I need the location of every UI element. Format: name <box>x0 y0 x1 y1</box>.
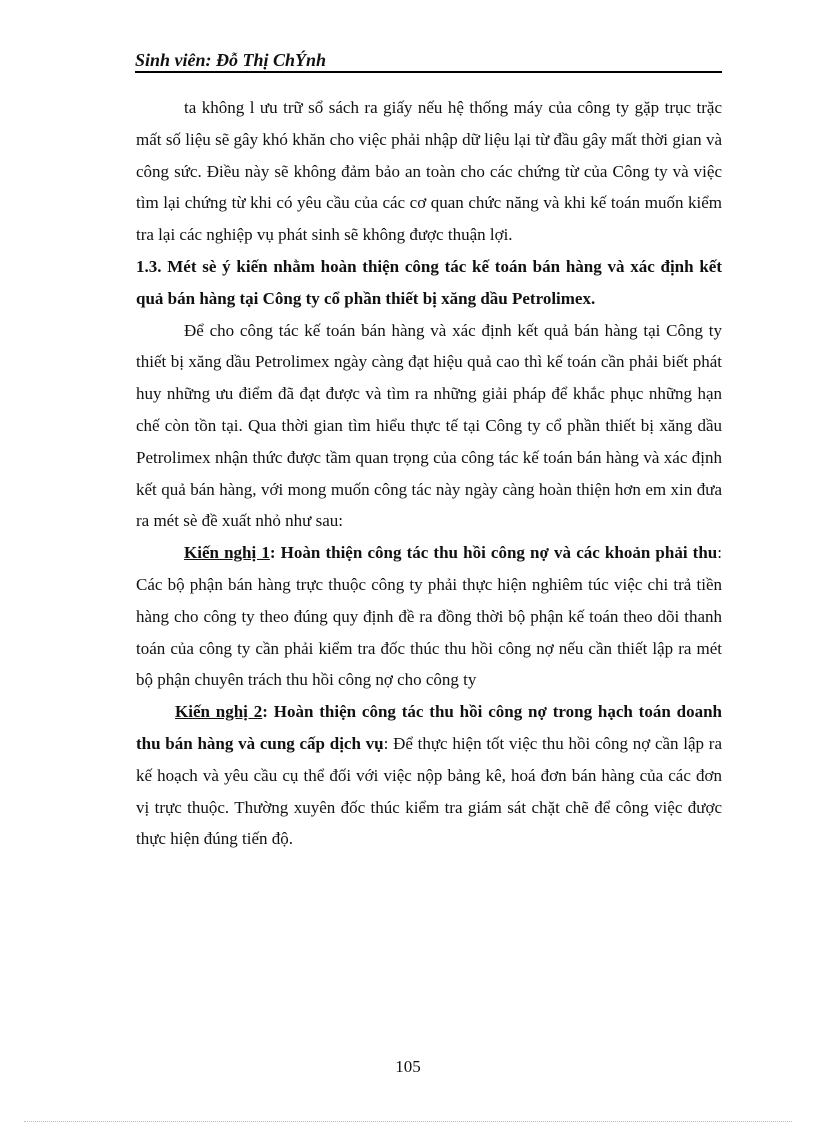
section-heading: 1.3. Mét sè ý kiến nhằm hoàn thiện công tác kế toán bán hàng và xác định kết quả bán hàng tại Công ty cổ phần thiết bị xăng dầu Petrolimex. <box>136 256 722 308</box>
recommendation-2-label: Kiến nghị 2 <box>175 702 263 722</box>
recommendation-2-body: : Để thực hiện tốt việc thu hồi công nợ cần lập ra kế hoạch và yêu cầu cụ thể đối với việc nộp bảng kê, hoá đơn bán hàng của các đơn vị trực thuộc. Thường xuyên đốc thúc kiểm tra giám sát chặt chẽ để công việc được thực hiện đúng tiến độ. <box>136 733 722 849</box>
document-body <box>136 92 722 855</box>
page-header <box>135 49 722 73</box>
paragraph-2: Để cho công tác kế toán bán hàng và xác định kết quả bán hàng tại Công ty thiết bị xăng dầu Petrolimex ngày càng đạt hiệu quả cao thì kế toán cần phải biết phát huy những ưu điểm đã đạt được và tìm ra những giải pháp để khắc phục những hạn chế còn tồn tại. Qua thời gian tìm hiểu thực tế tại Công ty cổ phần thiết bị xăng dầu Petrolimex nhận thức được tầm quan trọng của công tác kế toán bán hàng và xác định kết quả bán hàng, với mong muốn công tác này ngày càng hoàn thiện hơn em xin đưa ra mét sè đề xuất nhỏ như sau: <box>136 320 722 531</box>
recommendation-1-label: Kiến nghị 1 <box>184 543 270 563</box>
recommendation-2-colon: : <box>262 702 274 722</box>
recommendation-1-body: : Các bộ phận bán hàng trực thuộc công ty phải thực hiện nghiêm túc việc chi trả tiền hàng cho công ty theo đúng quy định đề ra đồng thời bộ phận kế toán theo dõi thanh toán của công ty cần phải kiểm tra đốc thúc thu hồi công nợ nếu cần thiết lập ra mét bộ phận chuyên trách thu hồi công nợ cho công ty <box>136 543 722 690</box>
recommendation-1 <box>136 537 722 696</box>
recommendation-2 <box>136 696 722 855</box>
paragraph-1: ta không l ưu trữ sổ sách ra giấy nếu hệ thống máy của công ty gặp trục trặc mất số liệu sẽ gây khó khăn cho việc phải nhập dữ liệu lại từ đầu gây mất thời gian và công sức. Điều này sẽ không đảm bảo an toàn cho các chứng từ của Công ty và việc tìm lại chứng từ khi có yêu cầu của các cơ quan chức năng và khi kế toán muốn kiểm tra lại các nghiệp vụ phát sinh sẽ không được thuận lợi. <box>136 98 722 245</box>
student-name: Sinh viên: Đỗ Thị ChÝnh <box>135 50 327 70</box>
recommendation-1-colon: : <box>269 543 281 563</box>
recommendation-1-title: Hoàn thiện công tác thu hồi công nợ và các khoản phải thu <box>280 543 718 563</box>
page-number: 105 <box>395 1057 421 1076</box>
footer-divider <box>24 1121 792 1122</box>
recommendation-2-title: Hoàn thiện công tác thu hồi công nợ trong hạch toán doanh thu bán hàng và cung cấp dịch vụ <box>136 702 722 753</box>
